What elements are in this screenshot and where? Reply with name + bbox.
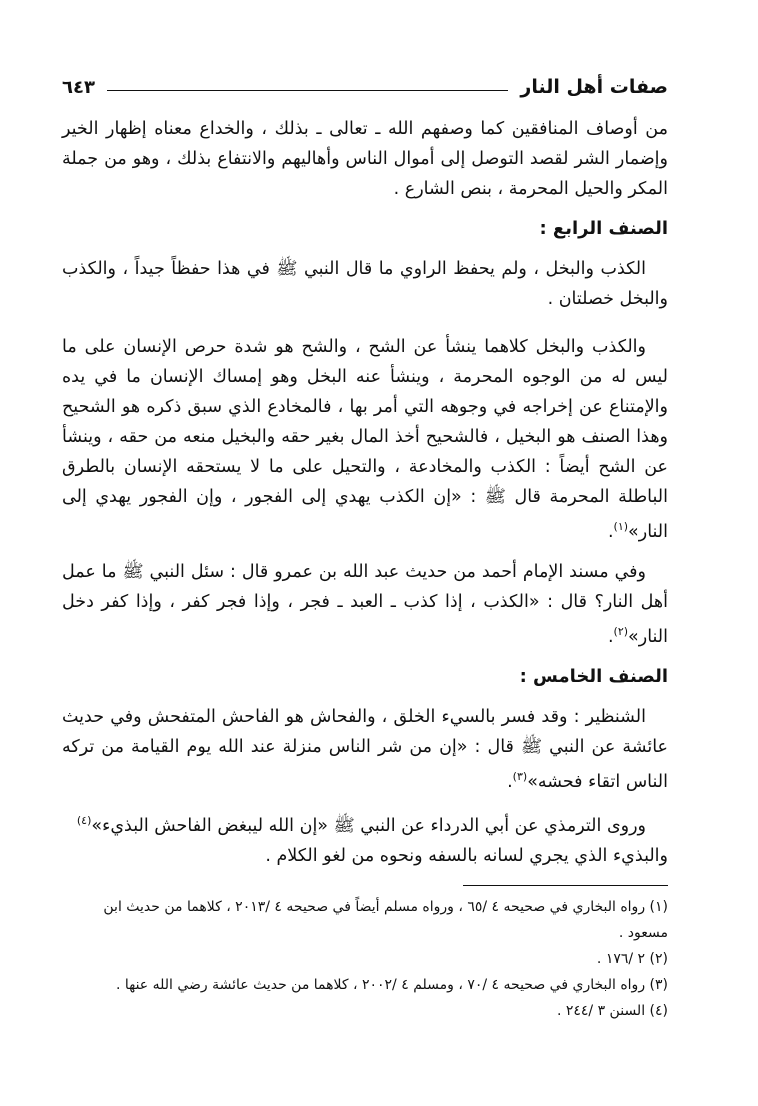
paragraph-6-tail: والبذيء الذي يجري لسانه بالسفه ونحوه من لغو الكلام . <box>265 846 668 867</box>
header-title: صفات أهل النار <box>520 76 668 98</box>
footnote-2: (٢) ٢ /١٧٦ . <box>596 951 668 968</box>
paragraph-3-end: . <box>607 521 614 542</box>
paragraph-2: الكذب والبخل ، ولم يحفظ الراوي ما قال النبي ﷺ في هذا حفظاً جيداً ، والكذب والبخل خصلتان . <box>62 259 668 309</box>
heading-category-5: الصنف الخامس : <box>519 665 668 687</box>
footnote-ref-2: (٢) <box>613 624 629 638</box>
document-page <box>62 70 668 1024</box>
heading-category-4: الصنف الرابع : <box>539 218 668 239</box>
paragraph-1: من أوصاف المنافقين كما وصفهم الله ـ تعالى ـ بذلك ، والخداع معناه إظهار الخير وإضمار الشر لقصد التوصل إلى أموال الناس وأهاليهم والانتفاع بذلك ، وهو من جملة المكر والحيل المحرمة ، بنص الشارع . <box>62 119 668 199</box>
paragraph-3-text: والكذب والبخل كلاهما ينشأ عن الشح ، والشح هو شدة حرص الإنسان على ما ليس له من الوجوه المحرمة ، وينشأ عنه البخل وهو إمساك الإنسان ما في يده والإمتناع عن إخراجه في وجوهه التي أمر بها ، فالمخادع الذي سبق ذكره هو الشحيح وهذا الصنف هو البخيل ، فالشحيح أخذ المال بغير حقه والبخيل منعه من حقه ، وينشأ عن الشح أيضاً : الكذب والمخادعة ، والتحيل على ما لا يستحقه الإنسان بالطرق الباطلة المحرمة قال ﷺ : «إن الكذب يهدي إلى الفجور ، وإن الفجور يهدي إلى النار» <box>62 337 668 542</box>
paragraph-5-text: الشنظير : وقد فسر بالسيء الخلق ، والفحاش هو الفاحش المتفحش وفي حديث عائشة عن النبي ﷺ قال : «إن من شر الناس منزلة عند الله يوم القيامة من تركه الناس اتقاء فحشه» <box>62 706 668 792</box>
footnote-ref-4: (٤) <box>76 814 92 828</box>
footnote-separator <box>463 885 668 886</box>
paragraph-3 <box>62 332 668 547</box>
page-number: ٦٤٣ <box>62 76 95 98</box>
running-header <box>62 70 668 104</box>
paragraph-5 <box>62 702 668 797</box>
paragraph-6 <box>62 806 668 841</box>
footnote-3: (٣) رواه البخاري في صحيحه ٤ /٧٠ ، ومسلم ٤ /٢٠٠٢ ، كلاهما من حديث عائشة رضي الله عنها . <box>115 977 668 994</box>
footnote-4: (٤) السنن ٣ /٢٤٤ . <box>556 1003 668 1020</box>
paragraph-5-end: . <box>507 771 513 792</box>
footnote-1: (١) رواه البخاري في صحيحه ٤ /٦٥ ، ورواه مسلم أيضاً في صحيحه ٤ /٢٠١٣ ، كلاهما من حديث ابن مسعود . <box>103 899 668 942</box>
header-rule <box>107 90 508 91</box>
paragraph-6-text: وروى الترمذي عن أبي الدرداء عن النبي ﷺ «إن الله ليبغض الفاحش البذيء» <box>91 816 646 837</box>
paragraph-4-text: وفي مسند الإمام أحمد من حديث عبد الله بن عمرو قال : سئل النبي ﷺ ما عمل أهل النار؟ قال : «الكذب ، إذا كذب ـ العبد ـ فجر ، وإذا فجر كفر ، وإذا كفر دخل النار» <box>62 561 668 647</box>
footnote-ref-3: (٣) <box>512 769 528 783</box>
paragraph-4-end: . <box>607 626 614 647</box>
paragraph-4 <box>62 557 668 652</box>
footnote-ref-1: (١) <box>613 520 629 533</box>
